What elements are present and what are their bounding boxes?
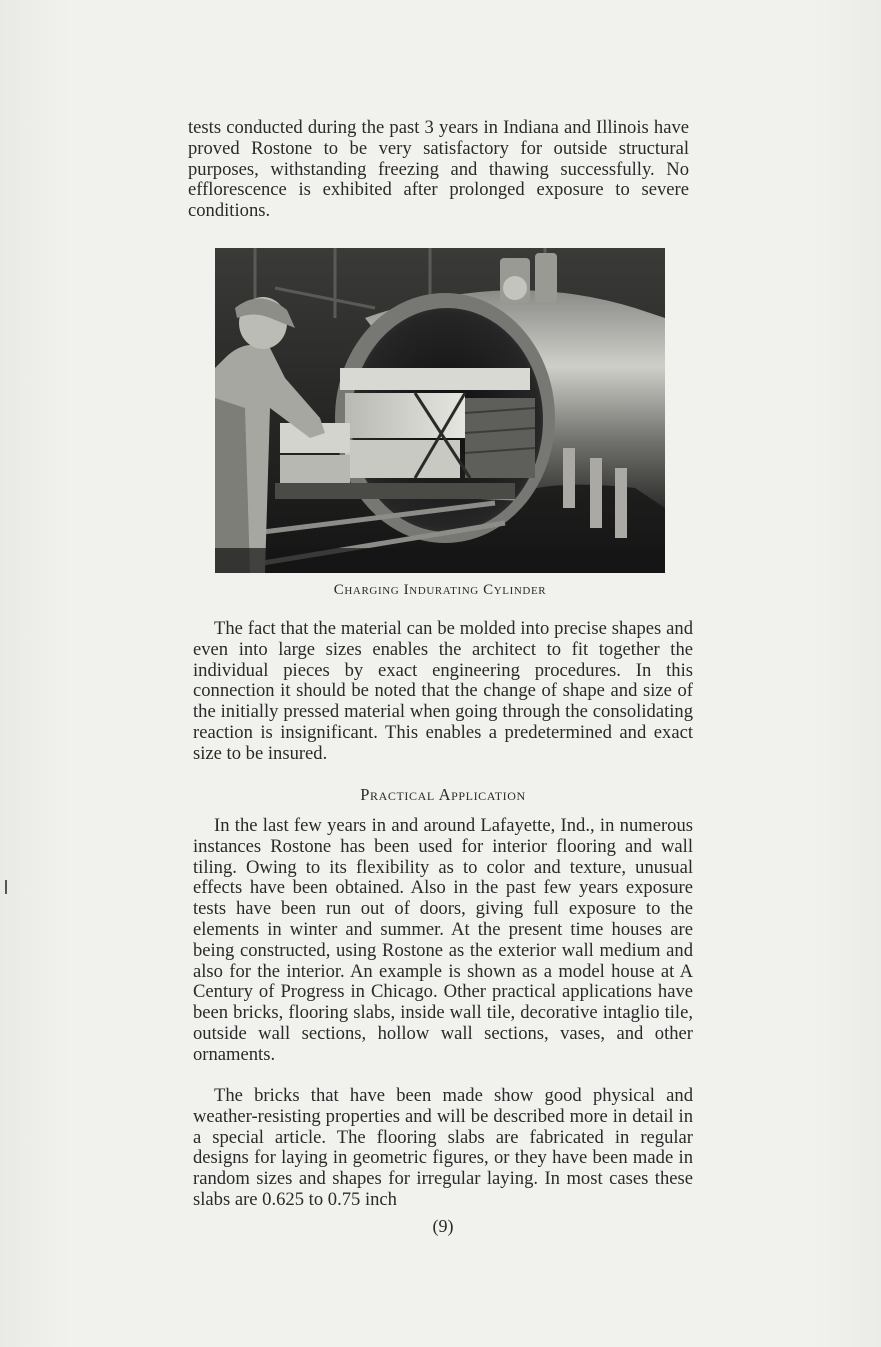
section-heading: Practical Application [360, 785, 526, 804]
figure-caption: Charging Indurating Cylinder [333, 582, 547, 598]
page-number: (9) [432, 1216, 454, 1236]
paragraph-bricks: The bricks that have been made show good physical and weather-resisting properties and will be described more in detail in a special article. The flooring slabs are fabricated in regular designs for laying in geometric figures, or they have been made in random sizes and shapes for irregular laying. In most cases these slabs are 0.625 to 0.75 inch [193, 1085, 693, 1210]
indurating-cylinder-photo [215, 248, 665, 573]
paragraph-applications: In the last few years in and around Lafayette, Ind., in numerous instances Rostone has been used for interior flooring and wall tiling. Owing to its flexibility as to color and texture, unusual effects have been obtained. Also in the past few years exposure tests have been run out of doors, giving full exposure to the elements in winter and summer. At the present time houses are being constructed, using Rostone as the exterior wall medium and also for the interior. An example is shown as a model house at A Century of Progress in Chicago. Other practical applications have been bricks, flooring slabs, inside wall tile, decorative intaglio tile, outside wall sections, hollow wall sections, vases, and other ornaments. [193, 815, 693, 1065]
margin-mark [5, 880, 7, 894]
paragraph-test-results: tests conducted during the past 3 years in Indiana and Illinois have proved Rostone to be very satisfactory for outside structural purposes, withstanding freezing and thawing successfully. No efflorescence is exhibited after prolonged exposure to severe conditions. [188, 117, 689, 222]
paragraph-molding: The fact that the material can be molded into precise shapes and even into large sizes enables the architect to fit together the individual pieces by exact engineering procedures. In this connection it should be noted that the change of shape and size of the initially pressed material when going through the consolidating reaction is insignificant. This enables a predetermined and exact size to be insured. [193, 618, 693, 764]
cylinder-valves [500, 253, 557, 303]
